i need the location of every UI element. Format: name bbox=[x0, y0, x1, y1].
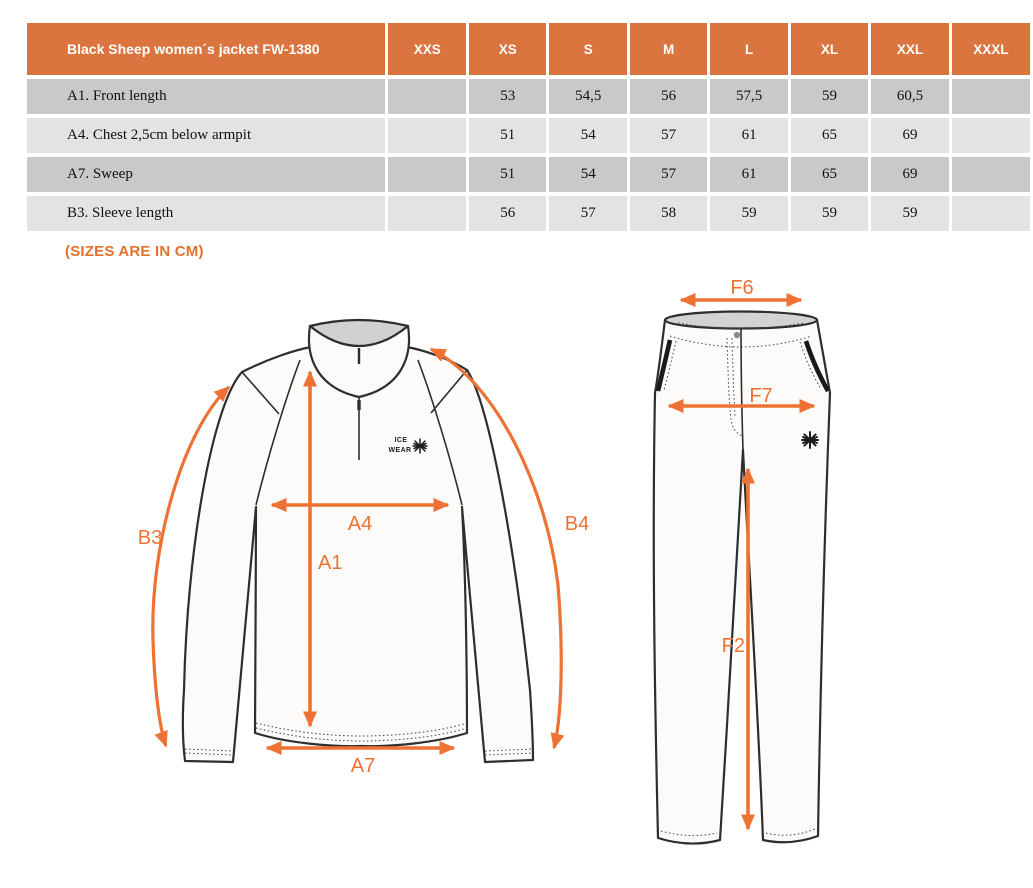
size-value-cell: 61 bbox=[710, 118, 788, 153]
size-column-s: S bbox=[549, 23, 627, 75]
row-label: B3. Sleeve length bbox=[27, 196, 385, 231]
size-value-cell: 59 bbox=[710, 196, 788, 231]
size-value-cell: 59 bbox=[791, 196, 868, 231]
waist-opening bbox=[665, 312, 817, 329]
size-value-cell: 65 bbox=[791, 118, 868, 153]
size-column-xxxl: XXXL bbox=[952, 23, 1030, 75]
size-value-cell: 60,5 bbox=[871, 79, 949, 114]
size-value-cell: 57 bbox=[630, 118, 707, 153]
snowflake-icon bbox=[413, 439, 427, 453]
measure-label-b4: B4 bbox=[564, 513, 590, 535]
size-table bbox=[24, 19, 1033, 235]
table-row-sweep bbox=[27, 157, 1030, 192]
logo-text-line2: WEAR bbox=[388, 447, 412, 454]
sizes-unit-note: (SIZES ARE IN CM) bbox=[65, 243, 204, 260]
jacket-diagram bbox=[95, 290, 605, 790]
size-value-cell bbox=[952, 118, 1030, 153]
size-value-cell: 54 bbox=[549, 118, 627, 153]
size-value-cell: 51 bbox=[469, 157, 546, 192]
size-column-xxl: XXL bbox=[871, 23, 949, 75]
row-label: A1. Front length bbox=[27, 79, 385, 114]
pants-diagram bbox=[618, 278, 858, 858]
table-row-front-length bbox=[27, 79, 1030, 114]
size-value-cell: 65 bbox=[791, 157, 868, 192]
size-value-cell: 54 bbox=[549, 157, 627, 192]
size-value-cell: 59 bbox=[871, 196, 949, 231]
measure-label-a4: A4 bbox=[347, 513, 373, 535]
size-value-cell: 69 bbox=[871, 157, 949, 192]
row-label: A4. Chest 2,5cm below armpit bbox=[27, 118, 385, 153]
size-value-cell: 61 bbox=[710, 157, 788, 192]
size-value-cell: 58 bbox=[630, 196, 707, 231]
waist-button bbox=[734, 332, 740, 338]
size-column-xs: XS bbox=[469, 23, 546, 75]
table-row-chest bbox=[27, 118, 1030, 153]
size-value-cell: 56 bbox=[630, 79, 707, 114]
size-value-cell bbox=[388, 196, 466, 231]
size-value-cell: 53 bbox=[469, 79, 546, 114]
snowflake-icon bbox=[802, 432, 818, 448]
size-column-xl: XL bbox=[791, 23, 868, 75]
size-value-cell bbox=[388, 157, 466, 192]
measure-label-b3: B3 bbox=[137, 527, 163, 549]
size-value-cell: 57,5 bbox=[710, 79, 788, 114]
size-value-cell: 69 bbox=[871, 118, 949, 153]
table-row-sleeve-length bbox=[27, 196, 1030, 231]
size-value-cell bbox=[952, 79, 1030, 114]
size-table-header bbox=[27, 23, 1030, 75]
size-value-cell: 54,5 bbox=[549, 79, 627, 114]
measure-label-a7: A7 bbox=[350, 755, 376, 777]
size-value-cell: 51 bbox=[469, 118, 546, 153]
size-value-cell: 59 bbox=[791, 79, 868, 114]
size-value-cell: 57 bbox=[630, 157, 707, 192]
size-value-cell: 56 bbox=[469, 196, 546, 231]
size-column-l: L bbox=[710, 23, 788, 75]
size-value-cell bbox=[388, 118, 466, 153]
row-label: A7. Sweep bbox=[27, 157, 385, 192]
size-column-m: M bbox=[630, 23, 707, 75]
measure-label-f2: F2 bbox=[721, 635, 745, 657]
measure-label-f6: F6 bbox=[730, 278, 754, 299]
size-column-xxs: XXS bbox=[388, 23, 466, 75]
measure-label-a1: A1 bbox=[318, 552, 343, 574]
logo-text-line1: ICE bbox=[394, 437, 408, 444]
size-value-cell: 57 bbox=[549, 196, 627, 231]
size-value-cell bbox=[388, 79, 466, 114]
table-title: Black Sheep women´s jacket FW-1380 bbox=[27, 23, 385, 75]
size-value-cell bbox=[952, 157, 1030, 192]
size-value-cell bbox=[952, 196, 1030, 231]
measure-label-f7: F7 bbox=[749, 385, 773, 407]
